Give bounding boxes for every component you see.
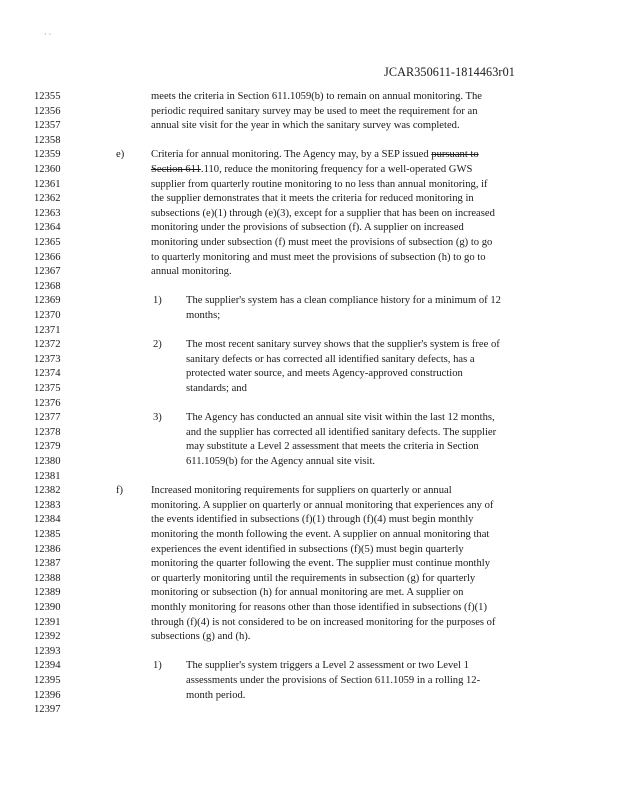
line-text bbox=[151, 236, 492, 250]
line-text bbox=[186, 455, 375, 469]
text-segment: .110, reduce the monitoring frequency for a well-operated GWS bbox=[200, 164, 473, 175]
text-segment: periodic required sanitary survey may be used to meet the requirement for an bbox=[151, 105, 478, 117]
line-number: 12388 bbox=[34, 572, 61, 584]
line-number: 12389 bbox=[34, 587, 61, 599]
line-text bbox=[151, 557, 490, 571]
scan-specks: · · bbox=[44, 30, 52, 39]
text-segment: assessments under the provisions of Section 611.1059 in a rolling 12- bbox=[186, 675, 481, 686]
struck-text: Section 611 bbox=[151, 164, 201, 175]
document-line bbox=[0, 382, 618, 396]
document-line bbox=[0, 294, 618, 308]
document-line bbox=[0, 616, 618, 630]
line-text bbox=[151, 192, 474, 206]
line-number: 12392 bbox=[34, 631, 61, 643]
document-line bbox=[0, 251, 618, 265]
text-segment: months; bbox=[186, 310, 221, 321]
line-number: 12363 bbox=[34, 207, 61, 219]
line-text bbox=[151, 513, 473, 527]
document-line bbox=[0, 324, 618, 338]
document-line bbox=[0, 338, 618, 352]
line-text bbox=[186, 659, 469, 673]
line-number: 12390 bbox=[34, 602, 61, 613]
text-segment: the supplier demonstrates that it meets the criteria for reduced monitoring in bbox=[151, 193, 474, 205]
line-text bbox=[151, 499, 493, 513]
line-number: 12374 bbox=[34, 368, 61, 380]
line-number: 12376 bbox=[34, 397, 61, 409]
line-text bbox=[151, 221, 464, 235]
text-segment: month period. bbox=[186, 689, 246, 701]
text-segment: supplier from quarterly routine monitoring to no less than annual monitoring, if bbox=[151, 178, 488, 190]
text-segment: subsections (g) and (h). bbox=[151, 631, 251, 643]
document-line bbox=[0, 134, 618, 148]
document-line bbox=[0, 192, 618, 206]
text-segment: 611.1059(b) for the Agency annual site visit. bbox=[186, 456, 376, 467]
text-segment: The supplier's system has a clean compliance history for a minimum of 12 bbox=[186, 295, 501, 307]
line-text bbox=[151, 586, 463, 600]
line-number: 12397 bbox=[34, 704, 61, 716]
document-line bbox=[0, 572, 618, 586]
text-segment: experiences the event identified in subsections (f)(5) must begin quarterly bbox=[151, 543, 464, 555]
text-segment: monthly monitoring for reasons other than those identified in subsections (f)(1) bbox=[151, 602, 487, 613]
line-number: 12365 bbox=[34, 237, 61, 248]
text-segment: monitoring the quarter following the event. The supplier must continue monthly bbox=[151, 558, 491, 570]
subsection-label: f) bbox=[116, 485, 124, 497]
document-line bbox=[0, 630, 618, 644]
line-number: 12369 bbox=[34, 295, 61, 307]
document-line bbox=[0, 309, 618, 323]
document-line bbox=[0, 265, 618, 279]
document-line bbox=[0, 426, 618, 440]
line-number: 12378 bbox=[34, 426, 61, 438]
line-text bbox=[151, 630, 250, 644]
document-line bbox=[0, 280, 618, 294]
document-line bbox=[0, 105, 618, 119]
document-line bbox=[0, 353, 618, 367]
text-segment: to quarterly monitoring and must meet the provisions of subsection (h) to go to bbox=[151, 251, 486, 263]
text-segment: monitoring under subsection (f) must meet the provisions of subsection (g) to go bbox=[151, 237, 493, 248]
subsection-label: 2) bbox=[153, 339, 162, 351]
line-number: 12366 bbox=[34, 251, 61, 263]
line-number: 12395 bbox=[34, 675, 61, 686]
line-text bbox=[186, 338, 500, 352]
line-number: 12370 bbox=[34, 310, 61, 321]
document-line bbox=[0, 499, 618, 513]
document-line bbox=[0, 703, 618, 717]
line-number: 12394 bbox=[34, 660, 61, 672]
document-line bbox=[0, 528, 618, 542]
text-segment: annual monitoring. bbox=[151, 266, 232, 278]
line-number: 12381 bbox=[34, 470, 61, 482]
line-number: 12371 bbox=[34, 324, 61, 336]
line-number: 12367 bbox=[34, 266, 61, 278]
line-number: 12383 bbox=[34, 499, 61, 511]
document-line bbox=[0, 689, 618, 703]
line-text bbox=[186, 426, 496, 440]
document-line bbox=[0, 236, 618, 250]
line-text bbox=[151, 616, 496, 630]
text-segment: annual site visit for the year in which the sanitary survey was completed. bbox=[151, 120, 460, 132]
document-line bbox=[0, 484, 618, 498]
document-line bbox=[0, 207, 618, 221]
subsection-label: 1) bbox=[153, 660, 162, 672]
line-number: 12357 bbox=[34, 120, 61, 132]
line-number: 12391 bbox=[34, 616, 61, 628]
line-number: 12361 bbox=[34, 178, 61, 190]
line-text bbox=[151, 105, 478, 119]
line-text bbox=[151, 148, 479, 162]
text-segment: the events identified in subsections (f)(1) through (f)(4) must begin monthly bbox=[151, 514, 474, 526]
line-number: 12368 bbox=[34, 280, 61, 292]
line-text bbox=[151, 528, 489, 542]
line-number: 12355 bbox=[34, 91, 61, 102]
document-line bbox=[0, 411, 618, 425]
line-number: 12387 bbox=[34, 558, 61, 570]
line-text bbox=[151, 178, 488, 192]
line-text bbox=[151, 207, 495, 221]
line-text bbox=[186, 440, 479, 454]
text-segment: Criteria for annual monitoring. The Agency may, by a SEP issued bbox=[151, 149, 432, 161]
line-number: 12382 bbox=[34, 485, 61, 497]
line-number: 12375 bbox=[34, 383, 61, 394]
text-segment: meets the criteria in Section 611.1059(b) to remain on annual monitoring. The bbox=[151, 91, 482, 102]
document-line bbox=[0, 119, 618, 133]
text-segment: monitoring or subsection (h) for annual monitoring are met. A supplier on bbox=[151, 587, 464, 599]
line-text bbox=[151, 543, 464, 557]
text-segment: and the supplier has corrected all identified sanitary defects. The supplier bbox=[186, 426, 497, 438]
document-line bbox=[0, 440, 618, 454]
document-line bbox=[0, 178, 618, 192]
line-number: 12384 bbox=[34, 514, 61, 526]
text-segment: The Agency has conducted an annual site visit within the last 12 months, bbox=[186, 412, 495, 424]
document-line bbox=[0, 557, 618, 571]
text-segment: monitoring. A supplier on quarterly or annual monitoring that experiences any of bbox=[151, 499, 494, 511]
document-line bbox=[0, 367, 618, 381]
line-text bbox=[186, 674, 480, 688]
subsection-label: 3) bbox=[153, 412, 162, 424]
text-segment: subsections (e)(1) through (e)(3), except for a supplier that has been on increased bbox=[151, 207, 495, 219]
struck-text: pursuant to bbox=[431, 149, 479, 161]
document-line bbox=[0, 148, 618, 162]
document-line bbox=[0, 221, 618, 235]
line-number: 12358 bbox=[34, 134, 61, 146]
text-segment: monitoring the month following the event. A supplier on annual monitoring that bbox=[151, 529, 490, 540]
subsection-label: 1) bbox=[153, 295, 162, 307]
line-number: 12380 bbox=[34, 456, 61, 467]
document-line bbox=[0, 645, 618, 659]
line-number: 12360 bbox=[34, 164, 61, 175]
line-text bbox=[186, 689, 245, 703]
document-id-header: JCAR350611-1814463r01 bbox=[384, 65, 515, 79]
line-text bbox=[186, 382, 247, 396]
text-segment: or quarterly monitoring until the requirements in subsection (g) for quarterly bbox=[151, 572, 476, 584]
line-text bbox=[186, 309, 220, 323]
line-text bbox=[151, 163, 472, 177]
line-text bbox=[186, 411, 495, 425]
text-segment: The supplier's system triggers a Level 2 assessment or two Level 1 bbox=[186, 660, 469, 672]
line-number: 12356 bbox=[34, 105, 61, 117]
document-line bbox=[0, 659, 618, 673]
line-number: 12364 bbox=[34, 222, 61, 234]
document-line bbox=[0, 397, 618, 411]
line-number: 12385 bbox=[34, 529, 61, 540]
line-number: 12362 bbox=[34, 193, 61, 205]
document-line bbox=[0, 601, 618, 615]
text-segment: sanitary defects or has corrected all identified sanitary defects, has a bbox=[186, 353, 475, 365]
subsection-label: e) bbox=[116, 149, 125, 161]
document-line bbox=[0, 455, 618, 469]
document-line bbox=[0, 586, 618, 600]
line-text bbox=[151, 251, 486, 265]
document-line bbox=[0, 470, 618, 484]
document-line bbox=[0, 513, 618, 527]
line-text bbox=[186, 367, 463, 381]
text-segment: monitoring under the provisions of subsection (f). A supplier on increased bbox=[151, 222, 464, 234]
line-number: 12396 bbox=[34, 689, 61, 701]
line-text bbox=[151, 119, 460, 133]
line-number: 12393 bbox=[34, 645, 61, 657]
document-line bbox=[0, 163, 618, 177]
text-segment: Increased monitoring requirements for suppliers on quarterly or annual bbox=[151, 485, 452, 497]
line-text bbox=[186, 353, 475, 367]
text-segment: through (f)(4) is not considered to be on increased monitoring for the purposes of bbox=[151, 616, 496, 628]
line-number: 12379 bbox=[34, 441, 61, 453]
line-text bbox=[186, 294, 501, 308]
line-number: 12386 bbox=[34, 543, 61, 555]
text-segment: protected water source, and meets Agency-approved construction bbox=[186, 368, 463, 380]
line-text bbox=[151, 90, 482, 104]
document-line bbox=[0, 674, 618, 688]
text-segment: standards; and bbox=[186, 383, 247, 394]
line-text bbox=[151, 484, 452, 498]
line-number: 12372 bbox=[34, 339, 61, 351]
text-segment: may substitute a Level 2 assessment that meets the criteria in Section bbox=[186, 441, 479, 453]
line-number: 12373 bbox=[34, 353, 61, 365]
line-text bbox=[151, 572, 475, 586]
text-segment: The most recent sanitary survey shows that the supplier's system is free of bbox=[186, 339, 500, 351]
line-number: 12359 bbox=[34, 149, 61, 161]
line-text bbox=[151, 601, 487, 615]
line-number: 12377 bbox=[34, 412, 61, 424]
document-line bbox=[0, 90, 618, 104]
document-line bbox=[0, 543, 618, 557]
line-text bbox=[151, 265, 232, 279]
